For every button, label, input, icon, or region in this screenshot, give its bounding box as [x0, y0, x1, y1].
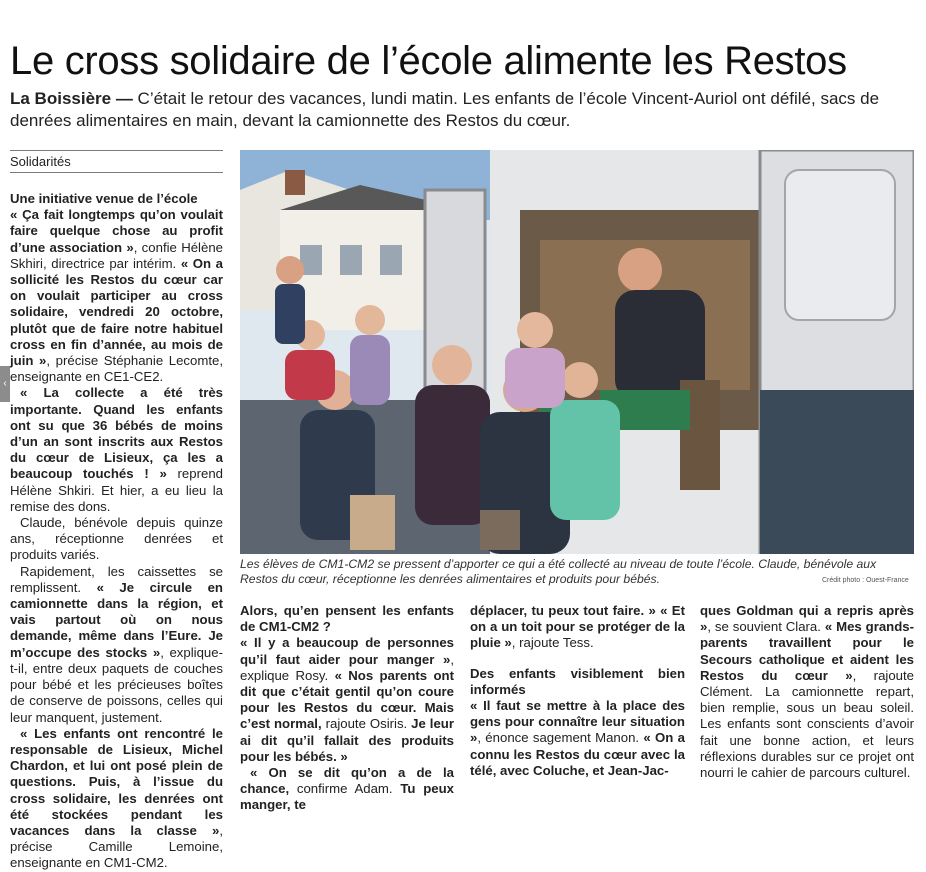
- subheading: Alors, qu’en pensent les enfants de CM1-CM2 ?: [240, 603, 454, 635]
- lead-text: C’était le retour des vacances, lundi matin. Les enfants de l’école Vincent-Auriol ont défilé, sacs de denrées alimentaires en main, devant la camionnette des Restos du cœur.: [10, 89, 880, 130]
- body-text: , énonce sagement Manon.: [477, 730, 644, 746]
- quote-text: Je leur ai dit qu’il fallait des produits pour les bébés. »: [240, 716, 454, 764]
- lead-place: La Boissière —: [10, 89, 133, 108]
- body-text: , précise Stéphanie Lecomte, enseignante en CE1-CE2.: [10, 353, 223, 385]
- body-text: , rajoute Clément. La camionnette repart, bien remplie, sous un beau soleil. Les enfants sont conscients d’avoir fait une bonne action, et leurs réflexions durables sur ce projet ont nourri le cahier de parcours culturel.: [700, 667, 914, 781]
- paragraph: [240, 635, 454, 765]
- body-text: reprend Hélène Shkiri. Et hier, a eu lieu la remise des dons.: [10, 466, 223, 514]
- quote-text: « On a sollicité les Restos du cœur car on voulait participer au cross solidaire, vendredi 20 octobre, plutôt que de faire notre habituel cross en fin d’année, au mois de juin »: [10, 255, 224, 369]
- paragraph: [10, 564, 223, 726]
- article-photo: [240, 150, 914, 554]
- section-label: Solidarités: [10, 154, 71, 169]
- section-divider: [10, 172, 223, 173]
- quote-text: « Je circule en camionnette dans la région, et vais partout où on nous demande, même dans l’Eure. Je m’occupe des stocks »: [10, 579, 223, 660]
- article-column-2: [240, 603, 454, 814]
- previous-page-arrow-icon[interactable]: ‹: [0, 366, 10, 402]
- paragraph: Claude, bénévole depuis quinze ans, réceptionne denrées et produits variés.: [10, 515, 223, 563]
- body-text: , précise Camille Lemoine, enseignante en CM1-CM2.: [10, 822, 223, 871]
- article-column-1: [10, 191, 223, 872]
- paragraph: [10, 207, 223, 385]
- quote-text: ques Goldman qui a repris après »: [700, 603, 914, 635]
- paragraph: [470, 603, 685, 652]
- quote-text: Tu peux manger, te: [240, 781, 454, 813]
- body-text: , rajoute Tess.: [511, 635, 594, 651]
- quote-text: « La collecte a été très importante. Quand les enfants ont su que 36 bébés de moins d’un an sont inscrits aux Restos du cœur de Lisieux, ça les a beaucoup touchés ! »: [10, 385, 223, 482]
- article-column-3: [470, 603, 685, 779]
- paragraph: [10, 385, 223, 515]
- photo-caption: Les élèves de CM1-CM2 se pressent d’apporter ce qui a été collecté au niveau de toute l’école. Claude, bénévole aux Restos du cœur, réceptionne les denrées alimentaires et produits pour bébés.: [240, 557, 877, 586]
- quote-text: « Il y a beaucoup de personnes qu’il faut aider pour manger »: [240, 635, 454, 667]
- paragraph: [10, 726, 223, 872]
- quote-text: « On se dit qu’on a de la chance,: [240, 765, 454, 797]
- quote-text: « Nos parents ont dit que c’était gentil qu’on coure pour les Restos du cœur. Mais c’est normal,: [240, 667, 454, 732]
- quote-text: « Mes grands-parents travaillent pour le Secours catholique et aident les Restos du cœur »: [700, 619, 914, 683]
- body-text: rajoute Osiris.: [321, 716, 412, 732]
- article-column-4: [700, 603, 914, 781]
- section-divider: [10, 150, 223, 151]
- body-text: , se souvient Clara.: [707, 619, 825, 635]
- body-text: , confie Hélène Skhiri, directrice par intérim.: [10, 239, 223, 271]
- body-text: confirme Adam.: [289, 781, 401, 797]
- subheading: Des enfants visiblement bien informés: [470, 665, 685, 697]
- body-text: , explique-t-il, entre deux paquets de couches pour bébé et les précieuses boîtes de conserve de poissons, celles qui leur manquent, justement.: [10, 644, 223, 725]
- quote-text: « Il faut se mettre à la place des gens pour connaître leur situation »: [470, 698, 685, 746]
- photo-illustration: [240, 150, 914, 554]
- quote-text: « Ça fait longtemps qu’on voulait faire quelque chose au profit d’une association »: [10, 207, 223, 255]
- body-text: Rapidement, les caissettes se remplissent.: [10, 563, 223, 595]
- quote-text: « Les enfants ont rencontré le responsable de Lisieux, Michel Chardon, et lui ont posé plein de questions. Puis, à l’issue du cross solidaire, les denrées ont été stockées pendant les vacances dans la classe »: [10, 725, 223, 838]
- photo-credit: Crédit photo : Ouest-France: [822, 577, 909, 584]
- lead-paragraph: [10, 88, 910, 132]
- headline: Le cross solidaire de l’école alimente les Restos: [10, 39, 847, 83]
- paragraph: [700, 603, 914, 781]
- subheading: Une initiative venue de l’école: [10, 191, 198, 206]
- quote-text: « On a connu les Restos du cœur avec la télé, avec Coluche, et Jean-Jac-: [470, 730, 685, 778]
- quote-text: déplacer, tu peux tout faire. » « Et on a un toit pour se protéger de la pluie »: [470, 603, 685, 651]
- paragraph: [240, 765, 454, 814]
- body-text: , explique Rosy.: [240, 651, 454, 683]
- paragraph: [470, 698, 685, 779]
